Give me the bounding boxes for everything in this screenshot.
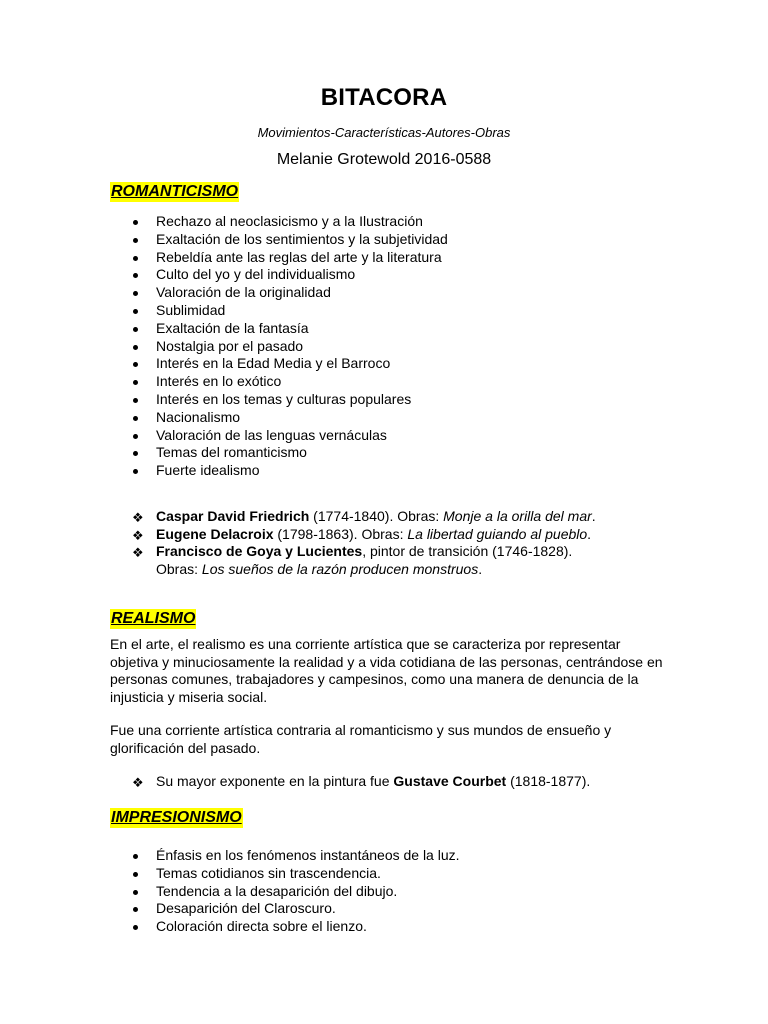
author-line: Melanie Grotewold 2016-0588 bbox=[276, 151, 492, 168]
realismo-exponent-list bbox=[132, 773, 590, 791]
romanticismo-list bbox=[130, 213, 448, 480]
bullet-icon bbox=[133, 890, 138, 895]
document-title: BITACORA bbox=[320, 84, 448, 111]
diamond-bullet-icon: ❖ bbox=[132, 510, 144, 525]
document-subtitle: Movimientos-Características-Autores-Obras bbox=[257, 125, 511, 140]
list-item: Interés en los temas y culturas populares bbox=[130, 391, 448, 409]
artwork-title: Los sueños de la razón producen monstruos bbox=[201, 560, 479, 577]
bullet-icon bbox=[133, 907, 138, 912]
bullet-icon bbox=[133, 469, 138, 474]
artist-name: Francisco de Goya y Lucientes bbox=[156, 543, 363, 559]
list-item: Rechazo al neoclasicismo y a la Ilustración bbox=[130, 213, 448, 231]
artwork-title: Monje a la orilla del mar bbox=[443, 508, 592, 524]
heading-romanticismo: ROMANTICISMO bbox=[111, 183, 239, 200]
artist-name: Eugene Delacroix bbox=[156, 525, 274, 542]
list-item: Énfasis en los fenómenos instantáneos de la luz. bbox=[130, 847, 460, 865]
diamond-bullet-icon: ❖ bbox=[132, 527, 144, 543]
bullet-icon bbox=[133, 380, 138, 385]
bullet-icon bbox=[133, 451, 138, 456]
list-item: Temas del romanticismo bbox=[130, 444, 448, 462]
diamond-bullet-icon: ❖ bbox=[132, 545, 144, 560]
bullet-icon bbox=[133, 309, 138, 314]
artwork-title: La libertad guiando al pueblo bbox=[407, 525, 588, 542]
list-item: Nacionalismo bbox=[130, 409, 448, 427]
artist-name: Gustave Courbet bbox=[393, 773, 507, 789]
bullet-icon bbox=[133, 327, 138, 332]
realismo-paragraph-2: Fue una corriente artística contraria al romanticismo y sus mundos de ensueño y glorificación del pasado. bbox=[110, 722, 612, 756]
bullet-icon bbox=[133, 238, 138, 243]
bullet-icon bbox=[133, 362, 138, 367]
bullet-icon bbox=[133, 434, 138, 439]
artist-item: ❖ Caspar David Friedrich (1774-1840). Obras: Monje a la orilla del mar. bbox=[132, 508, 596, 525]
artist-name: Caspar David Friedrich bbox=[156, 508, 310, 524]
list-item: Culto del yo y del individualismo bbox=[130, 266, 448, 284]
bullet-icon bbox=[133, 220, 138, 225]
bullet-icon bbox=[133, 854, 138, 859]
bullet-icon bbox=[133, 345, 138, 350]
list-item: Interés en lo exótico bbox=[130, 373, 448, 391]
list-item: Fuerte idealismo bbox=[130, 462, 448, 480]
bullet-icon bbox=[133, 273, 138, 278]
list-item: Coloración directa sobre el lienzo. bbox=[130, 918, 460, 936]
artist-item: ❖ Eugene Delacroix (1798-1863). Obras: La libertad guiando al pueblo. bbox=[132, 525, 592, 543]
bullet-icon bbox=[133, 256, 138, 261]
list-item: Interés en la Edad Media y el Barroco bbox=[130, 355, 448, 373]
bullet-icon bbox=[133, 398, 138, 403]
list-item: Exaltación de la fantasía bbox=[130, 320, 448, 338]
list-item: Rebeldía ante las reglas del arte y la literatura bbox=[130, 249, 448, 267]
list-item: Desaparición del Claroscuro. bbox=[130, 900, 460, 918]
bullet-icon bbox=[133, 872, 138, 877]
diamond-bullet-icon: ❖ bbox=[132, 775, 144, 790]
realismo-paragraph-1: En el arte, el realismo es una corriente artística que se caracteriza por representar objetiva y minuciosamente la realidad y a vida cotidiana de las personas, centrándose en personas comunes, trabajadores y campesinos, como una manera de denuncia de la injusticia y miseria social. bbox=[110, 636, 663, 705]
impresionismo-list bbox=[130, 847, 460, 936]
bullet-icon bbox=[133, 416, 138, 421]
list-item: Tendencia a la desaparición del dibujo. bbox=[130, 883, 460, 901]
bullet-icon bbox=[133, 925, 138, 930]
artist-item: ❖ Francisco de Goya y Lucientes, pintor de transición (1746-1828). Obras: Los sueños de la razón producen monstruos. bbox=[132, 543, 573, 577]
bullet-icon bbox=[133, 291, 138, 296]
heading-impresionismo: IMPRESIONISMO bbox=[111, 809, 242, 826]
exponent-item: ❖ Su mayor exponente en la pintura fue Gustave Courbet (1818-1877). bbox=[132, 773, 591, 790]
list-item: Valoración de la originalidad bbox=[130, 284, 448, 302]
heading-realismo: REALISMO bbox=[111, 610, 196, 627]
romanticismo-artists-list bbox=[132, 508, 596, 578]
list-item: Nostalgia por el pasado bbox=[130, 338, 448, 356]
list-item: Temas cotidianos sin trascendencia. bbox=[130, 865, 460, 883]
list-item: Valoración de las lenguas vernáculas bbox=[130, 427, 448, 445]
list-item: Sublimidad bbox=[130, 302, 448, 320]
list-item: Exaltación de los sentimientos y la subjetividad bbox=[130, 231, 448, 249]
